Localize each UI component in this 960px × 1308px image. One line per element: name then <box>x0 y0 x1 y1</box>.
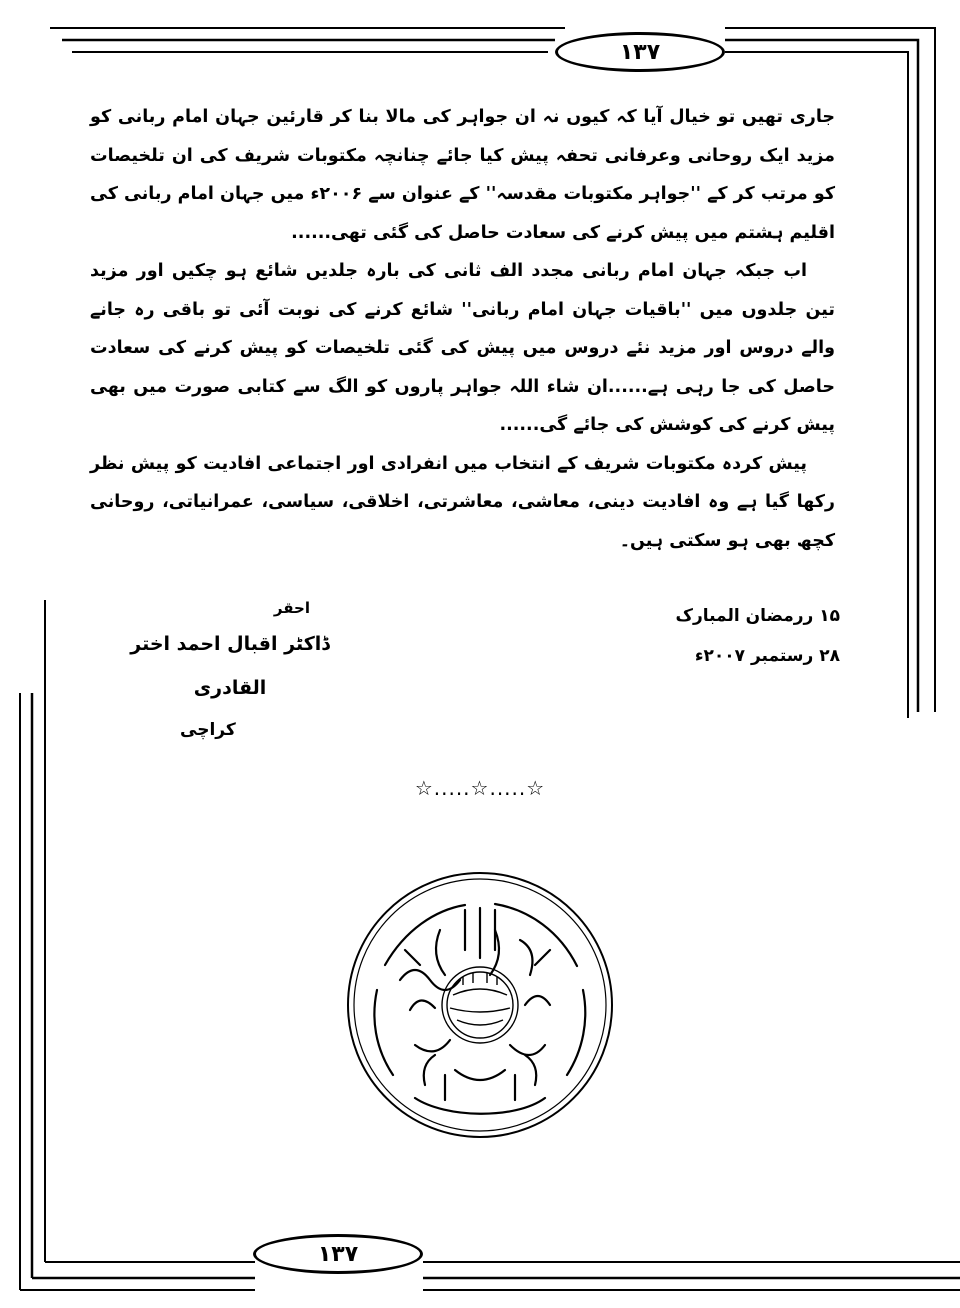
page-number-bottom <box>253 1234 423 1274</box>
calligraphy-seal-icon <box>345 870 615 1140</box>
page-number-top-label: ۱۳۷ <box>619 39 661 65</box>
star-separator: ☆.....☆.....☆ <box>414 776 546 800</box>
signature-block <box>110 594 350 750</box>
signature-name: ڈاکٹر اقبال احمد اختر القادری <box>130 633 330 699</box>
main-text <box>90 98 835 560</box>
page-number-bottom-label: ۱۳۷ <box>317 1241 359 1267</box>
gregorian-date: ۲۸ رستمبر ۲۰۰۷ء <box>694 646 840 666</box>
hijri-date: ۱۵ ررمضان المبارک <box>675 606 840 626</box>
page-number-top <box>555 32 725 72</box>
paragraph-1: جاری تھیں تو خیال آیا کہ کیوں نہ ان جواہر کی مالا بنا کر قارئین جہان امام ربانی کو مزید ایک روحانی وعرفانی تحفہ پیش کیا جائے چنانچہ مکتوبات شریف کی ان تلخیصات کو مرتب کر کے ''جواہر مکتوبات مقدسہ'' کے عنوان سے ۲۰۰۶ء میں جہان امام ربانی کی اقلیم ہشتم میں پیش کرنے کی سعادت حاصل کی گئی تھی...... <box>90 107 835 243</box>
dateline <box>676 596 840 676</box>
paragraph-3: پیش کردہ مکتوبات شریف کے انتخاب میں انفرادی اور اجتماعی افادیت کو پیش نظر رکھا گیا ہے وہ افادیت دینی، معاشی، معاشرتی، اخلاقی، سیاسی، عمرانیاتی، روحانی کچھ بھی ہو سکتی ہیں۔ <box>90 453 835 551</box>
signature-humble: احقر <box>273 599 310 617</box>
paragraph-2: اب جبکہ جہان امام ربانی مجدد الف ثانی کی بارہ جلدیں شائع ہو چکیں اور مزید تین جلدوں میں ''باقیات جہان امام ربانی'' شائع کرنے کی نوبت آئی تو باقی رہ جانے والے دروس اور مزید نئے دروس میں پیش کی گئی تلخیصات کو پیش کرنے کی سعادت حاصل کی جا رہی ہے......ان شاء اللہ جواہر پاروں کو الگ سے کتابی صورت میں بھی پیش کرنے کی کوشش کی جائے گی...... <box>90 261 835 435</box>
signature-city: کراچی <box>180 720 236 740</box>
